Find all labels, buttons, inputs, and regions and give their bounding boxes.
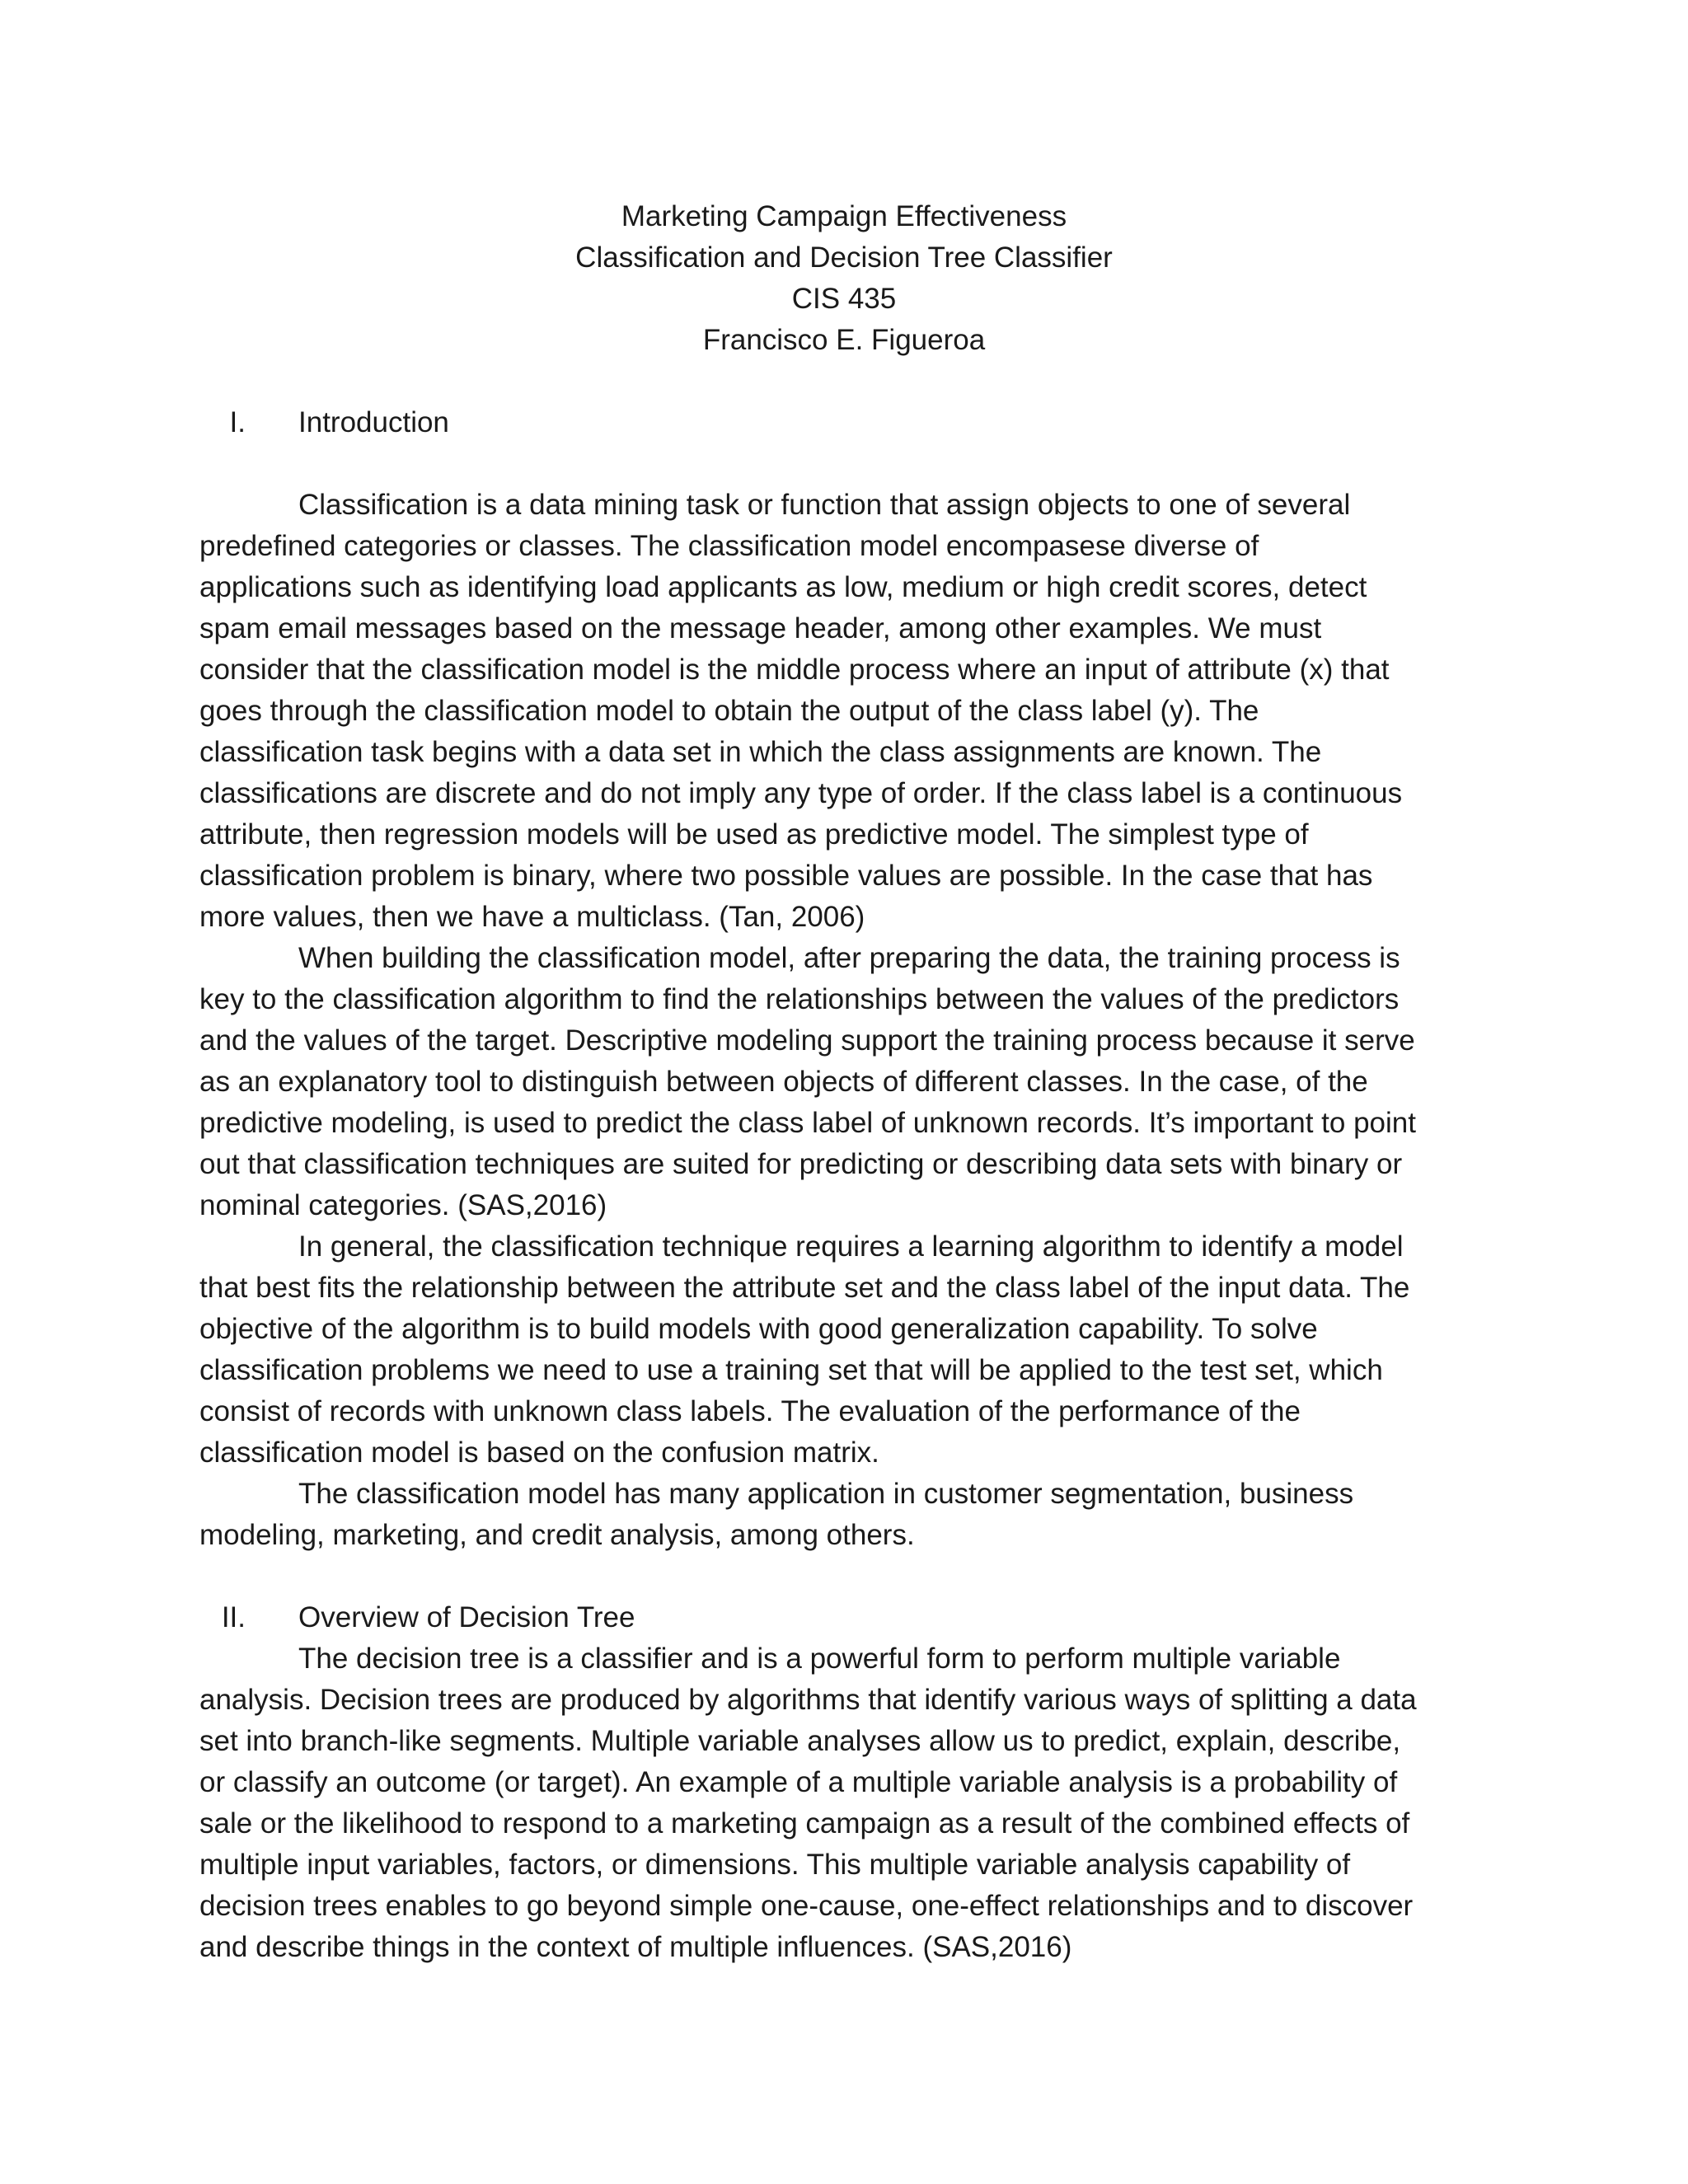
paragraph-line: predictive modeling, is used to predict the class label of unknown records. It’s important to point bbox=[199, 1107, 1416, 1139]
paragraph-line: out that classification techniques are suited for predicting or describing data sets with binary or bbox=[199, 1148, 1403, 1180]
paragraph-line: that best fits the relationship between the attribute set and the class label of the input data. The bbox=[199, 1272, 1410, 1304]
section-body-introduction bbox=[199, 485, 1518, 1556]
paragraph-line: key to the classification algorithm to find the relationships between the values of the predictors bbox=[199, 983, 1400, 1015]
paragraph-line: classification problems we need to use a training set that will be applied to the test set, which bbox=[199, 1354, 1383, 1386]
paragraph-line: analysis. Decision trees are produced by algorithms that identify various ways of splitting a data bbox=[199, 1684, 1417, 1716]
paragraph-line: predefined categories or classes. The classification model encompasese diverse of bbox=[199, 530, 1259, 562]
paragraph-line: classification model is based on the confusion matrix. bbox=[199, 1436, 879, 1469]
paragraph-line: multiple input variables, factors, or dimensions. This multiple variable analysis capability of bbox=[199, 1849, 1351, 1881]
title-block bbox=[0, 196, 1688, 361]
document-title: Marketing Campaign Effectiveness bbox=[621, 200, 1067, 232]
document-subtitle: Classification and Decision Tree Classifier bbox=[575, 241, 1113, 274]
author-name: Francisco E. Figueroa bbox=[702, 324, 986, 356]
paragraph-line: classifications are discrete and do not imply any type of order. If the class label is a continuous bbox=[199, 777, 1403, 809]
section-body-decision-tree bbox=[199, 1638, 1518, 1968]
paragraph-line: consider that the classification model is the middle process where an input of attribute (x) that bbox=[199, 654, 1390, 686]
paragraph-line: goes through the classification model to obtain the output of the class label (y). The bbox=[199, 695, 1259, 727]
paragraph-line: as an explanatory tool to distinguish between objects of different classes. In the case, of the bbox=[199, 1066, 1368, 1098]
paragraph-line: nominal categories. (SAS,2016) bbox=[199, 1189, 607, 1221]
paragraph-line: and describe things in the context of multiple influences. (SAS,2016) bbox=[199, 1931, 1072, 1963]
paragraph-line: attribute, then regression models will be used as predictive model. The simplest type of bbox=[199, 818, 1309, 851]
paragraph-line: When building the classification model, after preparing the data, the training process is bbox=[298, 942, 1400, 974]
paragraph-line: or classify an outcome (or target). An example of a multiple variable analysis is a probability of bbox=[199, 1766, 1398, 1798]
paragraph-line: decision trees enables to go beyond simple one-cause, one-effect relationships and to discover bbox=[199, 1890, 1414, 1922]
section-numeral: I. bbox=[229, 406, 246, 438]
course-code: CIS 435 bbox=[791, 283, 897, 315]
paragraph-line: classification problem is binary, where two possible values are possible. In the case that has bbox=[199, 860, 1373, 892]
paragraph-line: classification task begins with a data set in which the class assignments are known. The bbox=[199, 736, 1322, 768]
paragraph-line: The classification model has many application in customer segmentation, business bbox=[298, 1478, 1354, 1510]
paragraph-line: spam email messages based on the message header, among other examples. We must bbox=[199, 612, 1322, 644]
paragraph-line: set into branch-like segments. Multiple variable analyses allow us to predict, explain, describe, bbox=[199, 1725, 1401, 1757]
paragraph-line: modeling, marketing, and credit analysis, among others. bbox=[199, 1519, 915, 1551]
section-title: Introduction bbox=[298, 406, 449, 438]
paragraph-line: In general, the classification technique requires a learning algorithm to identify a model bbox=[298, 1230, 1404, 1263]
section-title: Overview of Decision Tree bbox=[298, 1601, 635, 1633]
paragraph-line: sale or the likelihood to respond to a marketing campaign as a result of the combined effects of bbox=[199, 1807, 1410, 1840]
paragraph-line: consist of records with unknown class labels. The evaluation of the performance of the bbox=[199, 1395, 1301, 1427]
paragraph-line: The decision tree is a classifier and is a powerful form to perform multiple variable bbox=[298, 1643, 1341, 1675]
paragraph-line: objective of the algorithm is to build models with good generalization capability. To solve bbox=[199, 1313, 1318, 1345]
section-numeral: II. bbox=[221, 1601, 246, 1633]
paragraph-line: more values, then we have a multiclass. (Tan, 2006) bbox=[199, 901, 865, 933]
paragraph-line: and the values of the target. Descriptive modeling support the training process because it serve bbox=[199, 1024, 1415, 1057]
paragraph-line: applications such as identifying load applicants as low, medium or high credit scores, detect bbox=[199, 571, 1367, 603]
paragraph-line: Classification is a data mining task or function that assign objects to one of several bbox=[298, 489, 1351, 521]
